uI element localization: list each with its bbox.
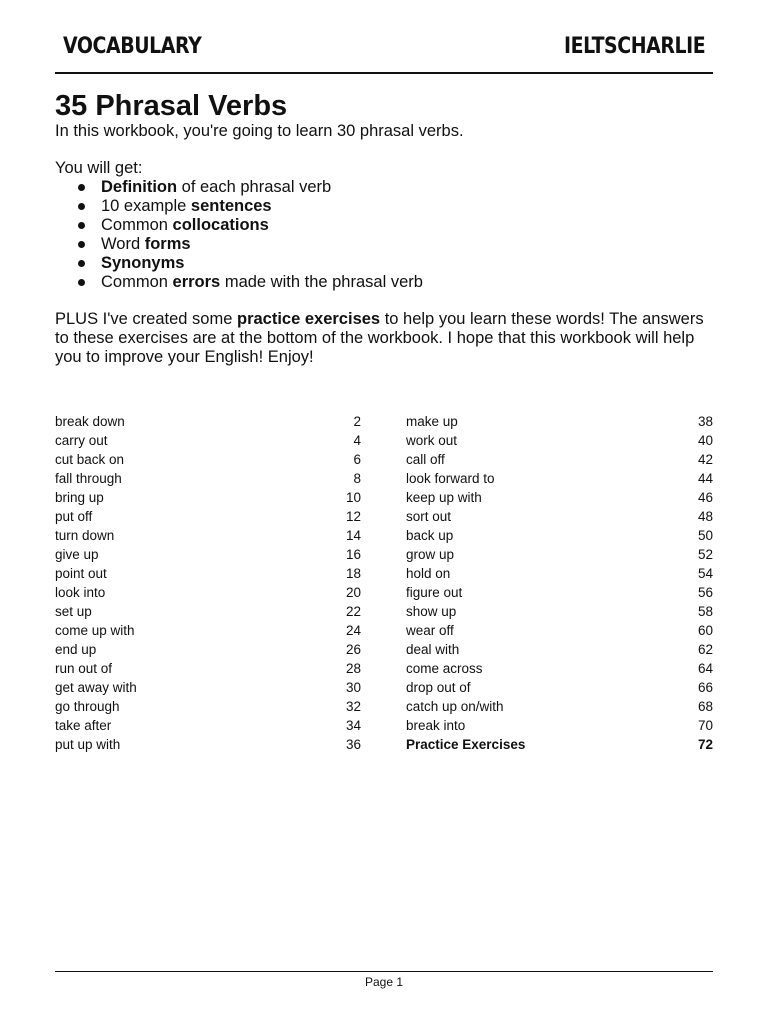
toc-entry-label: Practice Exercises [406, 737, 526, 752]
toc-entry-label: back up [406, 528, 454, 543]
toc-entry-label: look forward to [406, 471, 495, 486]
bullet-icon [78, 222, 85, 229]
toc-row[interactable] [406, 450, 713, 469]
header-section-title: VOCABULARY [63, 34, 202, 59]
toc-row[interactable] [406, 678, 713, 697]
feature-item: Common collocations [78, 216, 720, 235]
toc-page-number: 40 [697, 433, 713, 448]
toc-row[interactable] [406, 507, 713, 526]
toc-page-number: 72 [697, 737, 713, 752]
toc-page-number: 60 [697, 623, 713, 638]
toc-page-number: 10 [345, 490, 361, 505]
toc-entry-label: put up with [55, 737, 121, 752]
toc-page-number: 28 [345, 661, 361, 676]
toc-row[interactable] [406, 735, 713, 754]
toc-page-number: 70 [697, 718, 713, 733]
toc-page-number: 36 [345, 737, 361, 752]
toc-row[interactable] [406, 545, 713, 564]
toc-entry-label: fall through [55, 471, 122, 486]
toc-row[interactable] [55, 640, 361, 659]
toc-page-number: 4 [353, 433, 361, 448]
plus-paragraph: PLUS I've created some practice exercises to help you learn these words! The answers to these exercises are at the bottom of the workbook. I hope that this workbook will help you to improve your English! Enjoy! [55, 310, 704, 366]
toc-entry-label: go through [55, 699, 120, 714]
bullet-icon [78, 260, 85, 267]
toc-entry-label: grow up [406, 547, 455, 562]
toc-entry-label: show up [406, 604, 457, 619]
bullet-icon [78, 184, 85, 191]
toc-row[interactable] [406, 659, 713, 678]
feature-item: Word forms [78, 235, 720, 254]
toc-page-number: 20 [345, 585, 361, 600]
toc-row[interactable] [406, 564, 713, 583]
bullet-icon [78, 203, 85, 210]
toc-right-column [406, 412, 713, 754]
toc-row[interactable] [55, 507, 361, 526]
toc-entry-label: set up [55, 604, 92, 619]
toc-page-number: 34 [345, 718, 361, 733]
bullet-icon [78, 279, 85, 286]
toc-page-number: 26 [345, 642, 361, 657]
toc-entry-label: call off [406, 452, 445, 467]
toc-row[interactable] [55, 735, 361, 754]
toc-entry-label: drop out of [406, 680, 471, 695]
intro-section [55, 122, 720, 367]
toc-row[interactable] [55, 602, 361, 621]
toc-row[interactable] [55, 621, 361, 640]
feature-item: 10 example sentences [78, 197, 720, 216]
intro-text: In this workbook, you're going to learn 30 phrasal verbs. [55, 122, 464, 140]
toc-row[interactable] [55, 545, 361, 564]
toc-row[interactable] [406, 583, 713, 602]
toc-row[interactable] [55, 678, 361, 697]
bullet-icon [78, 241, 85, 248]
toc-row[interactable] [406, 602, 713, 621]
toc-row[interactable] [55, 697, 361, 716]
toc-entry-label: deal with [406, 642, 460, 657]
toc-page-number: 22 [345, 604, 361, 619]
toc-entry-label: point out [55, 566, 107, 581]
toc-row[interactable] [55, 659, 361, 678]
toc-row[interactable] [406, 697, 713, 716]
toc-page-number: 16 [345, 547, 361, 562]
toc-entry-label: wear off [406, 623, 454, 638]
toc-page-number: 50 [697, 528, 713, 543]
toc-page-number: 64 [697, 661, 713, 676]
features-list [55, 178, 720, 292]
toc-row[interactable] [406, 469, 713, 488]
toc-left-column [55, 412, 361, 754]
toc-entry-label: run out of [55, 661, 113, 676]
toc-entry-label: take after [55, 718, 112, 733]
toc-entry-label: turn down [55, 528, 115, 543]
toc-row[interactable] [406, 621, 713, 640]
feature-item: Definition of each phrasal verb [78, 178, 720, 197]
toc-entry-label: look into [55, 585, 106, 600]
toc-row[interactable] [55, 431, 361, 450]
toc-entry-label: come up with [55, 623, 135, 638]
toc-entry-label: break into [406, 718, 466, 733]
toc-entry-label: end up [55, 642, 97, 657]
header-brand: IELTSCHARLIE [563, 34, 705, 59]
toc-row[interactable] [406, 526, 713, 545]
toc-entry-label: get away with [55, 680, 137, 695]
toc-page-number: 2 [353, 414, 361, 429]
toc-row[interactable] [55, 564, 361, 583]
toc-page-number: 24 [345, 623, 361, 638]
toc-page-number: 30 [345, 680, 361, 695]
toc-page-number: 12 [345, 509, 361, 524]
toc-entry-label: cut back on [55, 452, 125, 467]
toc-row[interactable] [406, 431, 713, 450]
footer-divider [55, 971, 713, 972]
toc-page-number: 18 [345, 566, 361, 581]
toc-entry-label: put off [55, 509, 93, 524]
toc-row[interactable] [406, 716, 713, 735]
toc-row[interactable] [55, 469, 361, 488]
toc-entry-label: keep up with [406, 490, 482, 505]
toc-page-number: 68 [697, 699, 713, 714]
toc-page-number: 54 [697, 566, 713, 581]
toc-page-number: 6 [353, 452, 361, 467]
toc-entry-label: break down [55, 414, 125, 429]
toc-row[interactable] [55, 583, 361, 602]
page-number: Page 1 [364, 975, 404, 989]
toc-entry-label: give up [55, 547, 99, 562]
toc-row[interactable] [55, 488, 361, 507]
toc-page-number: 56 [697, 585, 713, 600]
toc-page-number: 46 [697, 490, 713, 505]
toc-row[interactable] [406, 640, 713, 659]
toc-row[interactable] [406, 488, 713, 507]
toc-page-number: 58 [697, 604, 713, 619]
toc-entry-label: come across [406, 661, 483, 676]
toc-page-number: 66 [697, 680, 713, 695]
toc-row[interactable] [406, 412, 713, 431]
toc-entry-label: bring up [55, 490, 104, 505]
toc-entry-label: sort out [406, 509, 452, 524]
page-header [55, 32, 713, 74]
you-will-get-label: You will get: [55, 159, 143, 177]
toc-row[interactable] [55, 450, 361, 469]
toc-row[interactable] [55, 526, 361, 545]
toc-entry-label: figure out [406, 585, 463, 600]
feature-item: Synonyms [78, 254, 720, 273]
toc-row[interactable] [55, 716, 361, 735]
feature-item: Common errors made with the phrasal verb [78, 273, 720, 292]
toc-page-number: 42 [697, 452, 713, 467]
toc-entry-label: catch up on/with [406, 699, 504, 714]
toc-page-number: 8 [353, 471, 361, 486]
toc-page-number: 52 [697, 547, 713, 562]
toc-page-number: 48 [697, 509, 713, 524]
toc-entry-label: work out [406, 433, 458, 448]
toc-page-number: 44 [697, 471, 713, 486]
page-title: 35 Phrasal Verbs [55, 90, 288, 122]
toc-entry-label: hold on [406, 566, 451, 581]
toc-page-number: 38 [697, 414, 713, 429]
toc-entry-label: make up [406, 414, 458, 429]
toc-entry-label: carry out [55, 433, 108, 448]
toc-page-number: 32 [345, 699, 361, 714]
toc-page-number: 14 [345, 528, 361, 543]
toc-row[interactable] [55, 412, 361, 431]
toc-page-number: 62 [697, 642, 713, 657]
